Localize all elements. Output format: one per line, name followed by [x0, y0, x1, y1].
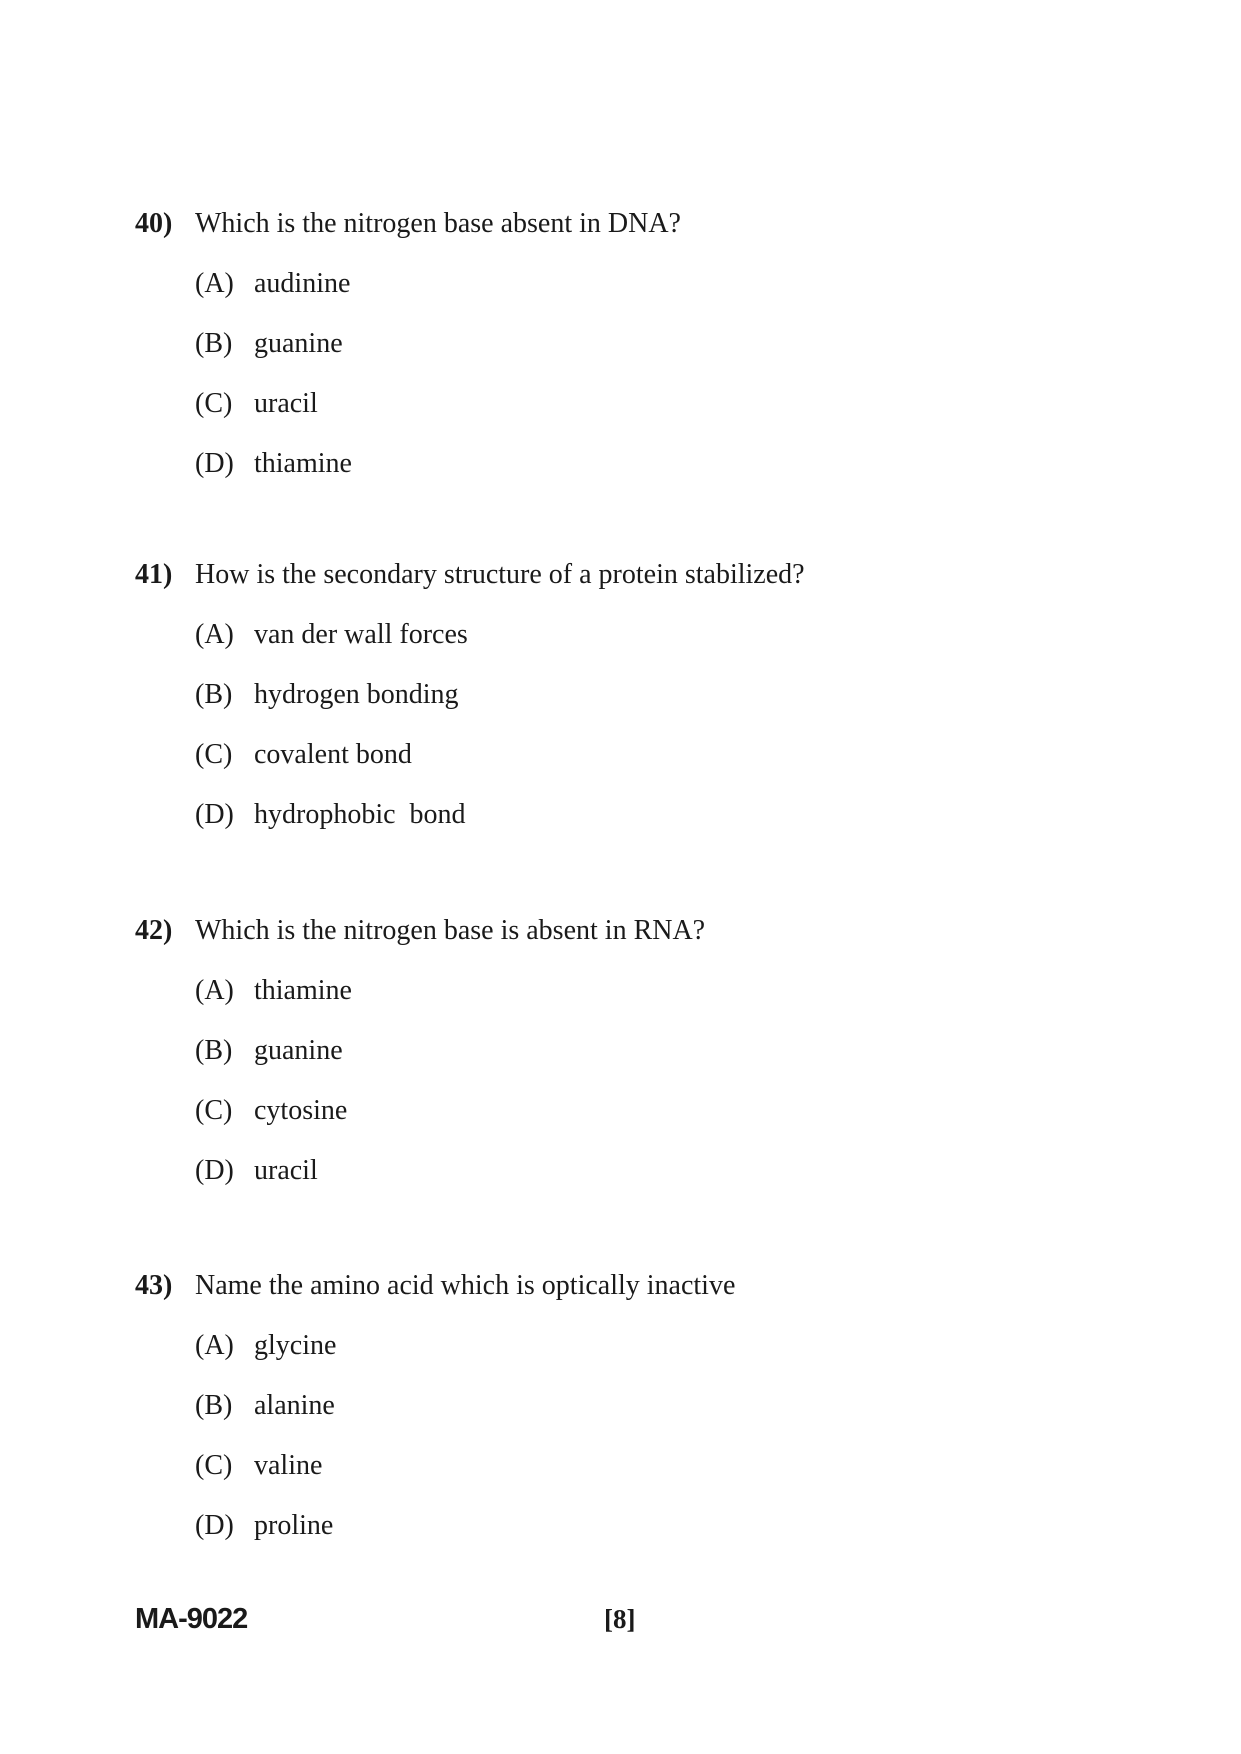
- question-number: 42): [135, 915, 173, 946]
- option-text: valine: [254, 1450, 323, 1481]
- question-stem: [135, 206, 1135, 242]
- option-d: [195, 797, 1135, 833]
- option-text: proline: [254, 1510, 334, 1541]
- question-43: [135, 1268, 1135, 1544]
- option-c: [195, 1448, 1135, 1484]
- option-text: glycine: [254, 1330, 337, 1361]
- option-letter: (C): [195, 1450, 233, 1481]
- option-b: [195, 677, 1135, 713]
- option-letter: (A): [195, 268, 234, 299]
- option-letter: (C): [195, 739, 233, 770]
- option-a: [195, 973, 1135, 1009]
- option-letter: (D): [195, 1155, 234, 1186]
- option-a: [195, 266, 1135, 302]
- option-letter: (A): [195, 975, 234, 1006]
- option-a: [195, 1328, 1135, 1364]
- option-text: alanine: [254, 1390, 335, 1421]
- option-d: [195, 1508, 1135, 1544]
- option-text: thiamine: [254, 448, 352, 479]
- option-text: hydrogen bonding: [254, 679, 459, 710]
- option-list: [195, 973, 1135, 1189]
- option-d: [195, 446, 1135, 482]
- option-letter: (A): [195, 619, 234, 650]
- option-d: [195, 1153, 1135, 1189]
- option-c: [195, 1093, 1135, 1129]
- question-stem: [135, 557, 1135, 593]
- option-list: [195, 266, 1135, 482]
- option-list: [195, 1328, 1135, 1544]
- option-letter: (C): [195, 1095, 233, 1126]
- option-b: [195, 326, 1135, 362]
- option-b: [195, 1033, 1135, 1069]
- option-letter: (A): [195, 1330, 234, 1361]
- option-a: [195, 617, 1135, 653]
- option-text: cytosine: [254, 1095, 348, 1126]
- option-letter: (B): [195, 679, 233, 710]
- question-41: [135, 557, 1135, 833]
- option-text: hydrophobic bond: [254, 799, 466, 830]
- question-text: Name the amino acid which is optically inactive: [195, 1270, 736, 1301]
- question-stem: [135, 913, 1135, 949]
- option-letter: (B): [195, 328, 233, 359]
- option-text: covalent bond: [254, 739, 412, 770]
- question-stem: [135, 1268, 1135, 1304]
- option-text: guanine: [254, 1035, 343, 1066]
- option-letter: (D): [195, 1510, 234, 1541]
- option-letter: (D): [195, 799, 234, 830]
- option-letter: (C): [195, 388, 233, 419]
- question-42: [135, 913, 1135, 1189]
- option-text: audinine: [254, 268, 351, 299]
- option-text: guanine: [254, 328, 343, 359]
- page-number: [8]: [604, 1604, 636, 1634]
- option-letter: (D): [195, 448, 234, 479]
- option-text: thiamine: [254, 975, 352, 1006]
- option-letter: (B): [195, 1035, 233, 1066]
- option-text: uracil: [254, 388, 318, 419]
- question-number: 41): [135, 559, 173, 590]
- question-number: 40): [135, 208, 173, 239]
- option-letter: (B): [195, 1390, 233, 1421]
- question-text: How is the secondary structure of a protein stabilized?: [195, 559, 805, 590]
- question-number: 43): [135, 1270, 173, 1301]
- question-40: [135, 206, 1135, 482]
- option-c: [195, 386, 1135, 422]
- option-c: [195, 737, 1135, 773]
- option-text: uracil: [254, 1155, 318, 1186]
- option-b: [195, 1388, 1135, 1424]
- question-text: Which is the nitrogen base is absent in RNA?: [195, 915, 706, 946]
- paper-code: MA-9022: [135, 1603, 248, 1635]
- question-text: Which is the nitrogen base absent in DNA?: [195, 208, 681, 239]
- option-text: van der wall forces: [254, 619, 468, 650]
- option-list: [195, 617, 1135, 833]
